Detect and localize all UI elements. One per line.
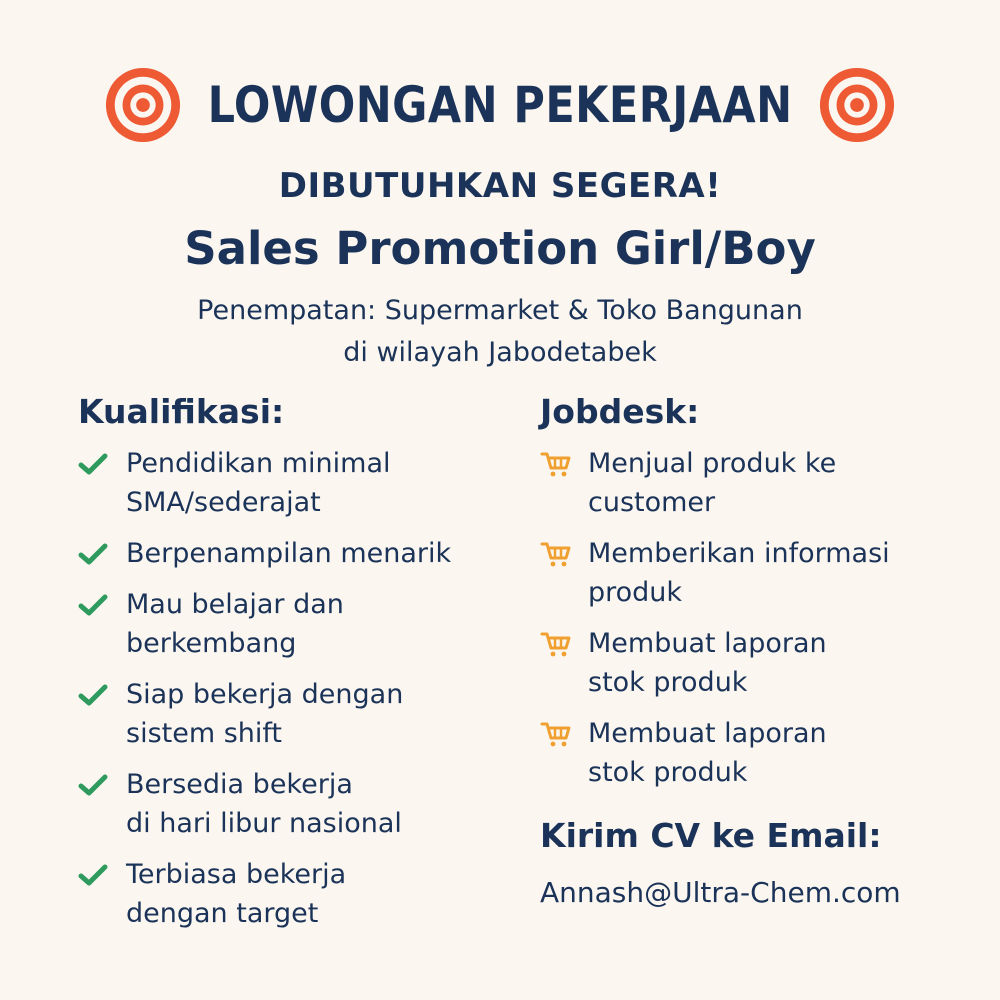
cart-icon — [540, 444, 574, 483]
qualification-item — [78, 675, 518, 753]
jobdesk-section — [540, 388, 960, 914]
qualifications-section — [78, 388, 518, 945]
check-icon — [78, 675, 112, 714]
jobdesk-item-text: Menjual produk ke customer — [588, 448, 837, 518]
jobdesk-item — [540, 714, 960, 792]
cart-icon — [540, 714, 574, 753]
placement-line: Penempatan: Supermarket & Toko Bangunan di wilayah Jabodetabek — [197, 295, 803, 368]
check-icon — [78, 444, 112, 483]
position-title: Sales Promotion Girl/Boy — [184, 222, 816, 275]
qualification-item-text: Siap bekerja dengan sistem shift — [126, 679, 404, 749]
check-icon — [78, 534, 112, 573]
check-icon — [78, 585, 112, 624]
contact-email[interactable]: Annash@Ultra-Chem.com — [540, 876, 901, 909]
jobdesk-item-text: Membuat laporan stok produk — [588, 718, 827, 788]
qualification-item-text: Pendidikan minimal SMA/sederajat — [126, 448, 391, 518]
qualification-item — [78, 765, 518, 843]
qualifications-heading: Kualifikasi: — [78, 392, 285, 431]
jobdesk-item — [540, 444, 960, 522]
qualification-item — [78, 585, 518, 663]
qualification-item-text: Bersedia bekerja di hari libur nasional — [126, 769, 402, 839]
jobdesk-item-text: Memberikan informasi produk — [588, 538, 890, 608]
qualification-item-text: Berpenampilan menarik — [126, 538, 452, 569]
qualifications-list — [78, 444, 518, 933]
qualification-item — [78, 444, 518, 522]
cart-icon — [540, 534, 574, 573]
jobdesk-item — [540, 534, 960, 612]
check-icon — [78, 765, 112, 804]
qualification-item — [78, 855, 518, 933]
cart-icon — [540, 624, 574, 663]
qualification-item-text: Mau belajar dan berkembang — [126, 589, 344, 659]
contact-heading: Kirim CV ke Email: — [540, 816, 882, 855]
page-title: LOWONGAN PEKERJAAN — [207, 76, 793, 134]
urgent-banner: DIBUTUHKAN SEGERA! — [278, 166, 722, 206]
placement-text — [0, 290, 1000, 374]
check-icon — [78, 855, 112, 894]
jobdesk-heading: Jobdesk: — [540, 392, 700, 431]
jobdesk-list — [540, 444, 960, 792]
qualification-item-text: Terbiasa bekerja dengan target — [126, 859, 347, 929]
target-icon — [104, 66, 182, 144]
header — [0, 62, 1000, 148]
jobdesk-item — [540, 624, 960, 702]
jobdesk-item-text: Membuat laporan stok produk — [588, 628, 827, 698]
qualification-item — [78, 534, 518, 573]
target-icon — [818, 66, 896, 144]
